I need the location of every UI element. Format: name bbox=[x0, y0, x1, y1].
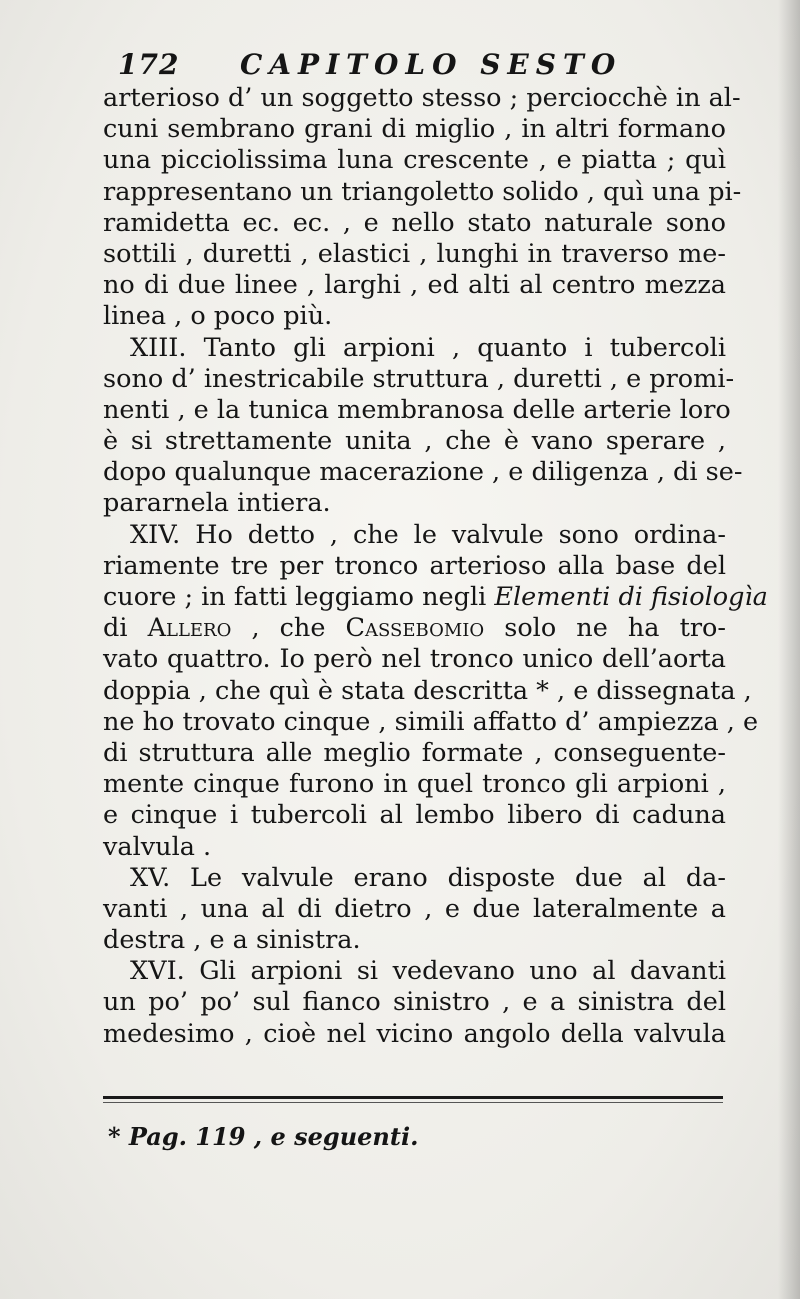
text-fragment: solo ne ha tro- bbox=[484, 613, 727, 644]
text-fragment: cuore ; in fatti leggiamo negli bbox=[103, 582, 495, 612]
text-line bbox=[103, 613, 726, 644]
text-line: ne ho trovato cinque , simili affatto d’ ampiezza , e bbox=[103, 706, 759, 737]
text-line: sottili , duretti , elastici , lunghi in traverso me- bbox=[103, 238, 726, 269]
text-line: di struttura alle meglio formate , conseguente- bbox=[103, 737, 726, 768]
text-line: arterioso d’ un soggetto stesso ; perciocchè in al- bbox=[103, 83, 741, 113]
paragraph-xv-start: XV. Le valvule erano disposte due al da- bbox=[130, 862, 726, 893]
text-line: no di due linee , larghi , ed alti al centro mezza bbox=[103, 270, 726, 301]
text-line: pararnela intiera. bbox=[103, 488, 331, 519]
text-line: medesimo , cioè nel vicino angolo della valvula bbox=[103, 1018, 726, 1049]
text-line: mente cinque furono in quel tronco gli arpioni , bbox=[103, 769, 726, 800]
text-line: valvula . bbox=[103, 831, 212, 862]
body-text bbox=[103, 83, 768, 1050]
page-number: 172 bbox=[118, 48, 180, 81]
text-line: doppia , che quì è stata descritta * , e dissegnata , bbox=[103, 675, 752, 706]
text-line: nenti , e la tunica membranosa delle arterie loro bbox=[103, 394, 731, 425]
paragraph-xvi-start: XVI. Gli arpioni si vedevano uno al davanti bbox=[130, 956, 726, 987]
text-fragment: , che bbox=[231, 613, 346, 644]
text-line: rappresentano un triangoletto solido , quì una pi- bbox=[103, 176, 742, 207]
page-header bbox=[118, 48, 738, 88]
text-line: riamente tre per tronco arterioso alla base del bbox=[103, 550, 726, 581]
paragraph-xiv-start: XIV. Ho detto , che le valvule sono ordina- bbox=[130, 519, 726, 550]
text-line: cuni sembrano grani di miglio , in altri formano bbox=[103, 114, 726, 145]
text-line: un po’ po’ sul fianco sinistro , e a sinistra del bbox=[103, 987, 726, 1018]
text-line: vato quattro. Io però nel tronco unico dell’aorta bbox=[103, 644, 726, 675]
text-line: e cinque i tubercoli al lembo libero di caduna bbox=[103, 800, 726, 831]
text-line: una picciolissima luna crescente , e piatta ; quì bbox=[103, 145, 726, 176]
footnote-rule bbox=[103, 1096, 723, 1099]
book-title-italic: Elementi di fisiologìa bbox=[494, 582, 768, 612]
page-edge-shadow bbox=[778, 0, 800, 1299]
footnote-rule-thin bbox=[103, 1102, 723, 1103]
text-line: destra , e a sinistra. bbox=[103, 925, 361, 956]
text-line: è si strettamente unita , che è vano sperare , bbox=[103, 426, 726, 457]
text-line: sono d’ inestricabile struttura , duretti , e promi- bbox=[103, 363, 735, 394]
text-line: ramidetta ec. ec. , e nello stato naturale sono bbox=[103, 207, 726, 238]
paragraph-xiii-start: XIII. Tanto gli arpioni , quanto i tubercoli bbox=[130, 332, 726, 363]
text-line: linea , o poco più. bbox=[103, 301, 333, 332]
text-line: vanti , una al di dietro , e due lateralmente a bbox=[103, 893, 726, 924]
text-line: dopo qualunque macerazione , e diligenza , di se- bbox=[103, 457, 743, 488]
text-fragment: di bbox=[103, 613, 148, 644]
footnote: * Pag. 119 , e seguenti. bbox=[108, 1122, 419, 1151]
text-line bbox=[103, 582, 768, 613]
running-title: CAPITOLO SESTO bbox=[240, 48, 623, 81]
author-name-allero: Allero bbox=[147, 613, 232, 644]
author-name-cassebomio: Cassebomio bbox=[345, 613, 485, 644]
